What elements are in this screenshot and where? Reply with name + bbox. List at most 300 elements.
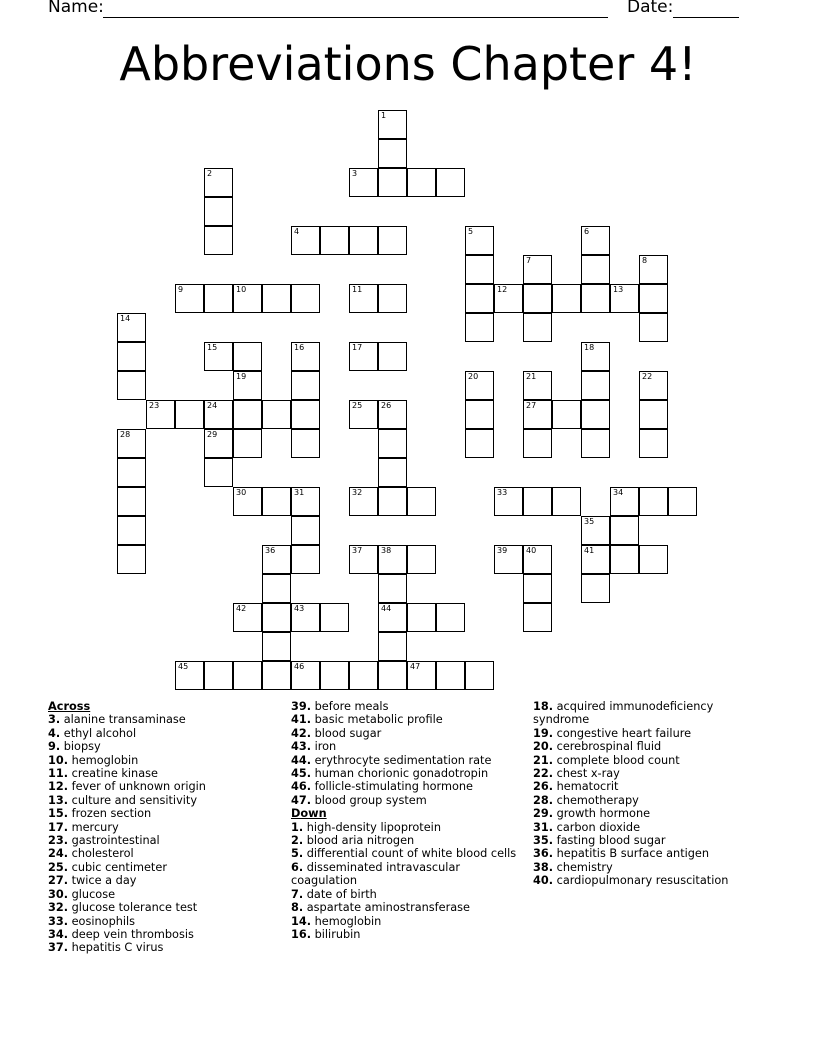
clue-text: complete blood count xyxy=(553,753,680,767)
clue-text: hepatitis B surface antigen xyxy=(553,847,710,861)
grid-cell[interactable] xyxy=(465,226,494,255)
grid-cell[interactable] xyxy=(349,487,378,516)
clue-number: 13 xyxy=(613,285,624,294)
clue-item xyxy=(48,727,278,740)
grid-cell[interactable] xyxy=(523,603,552,632)
grid-cell[interactable] xyxy=(291,342,320,371)
grid-cell[interactable] xyxy=(262,284,291,313)
clue-number-label: 26. xyxy=(533,780,554,794)
clue-number-label: 47. xyxy=(291,793,312,807)
grid-cell[interactable] xyxy=(378,168,407,197)
grid-cell[interactable] xyxy=(291,429,320,458)
grid-cell[interactable] xyxy=(117,458,146,487)
clue-text: fasting blood sugar xyxy=(553,834,666,848)
grid-cell[interactable] xyxy=(204,168,233,197)
clue-item xyxy=(48,928,278,941)
clue-text: glucose tolerance test xyxy=(68,901,198,915)
grid-cell[interactable] xyxy=(378,139,407,168)
grid-cell[interactable] xyxy=(407,487,436,516)
grid-cell[interactable] xyxy=(494,284,523,313)
grid-cell[interactable] xyxy=(465,661,494,690)
grid-cell[interactable] xyxy=(204,284,233,313)
grid-cell[interactable] xyxy=(291,226,320,255)
clue-item xyxy=(291,740,521,753)
clue-text: blood group system xyxy=(311,793,427,807)
clue-number: 44 xyxy=(381,604,392,613)
clue-number-label: 4. xyxy=(48,726,61,740)
grid-cell[interactable] xyxy=(581,545,610,574)
grid-cell[interactable] xyxy=(117,429,146,458)
clue-number-label: 5. xyxy=(291,847,304,861)
grid-cell[interactable] xyxy=(204,226,233,255)
clue-text: bilirubin xyxy=(311,927,361,941)
clue-text: eosinophils xyxy=(68,914,136,928)
grid-cell[interactable] xyxy=(523,371,552,400)
clue-item xyxy=(291,713,521,726)
grid-cell[interactable] xyxy=(639,429,668,458)
grid-cell[interactable] xyxy=(378,603,407,632)
grid-cell[interactable] xyxy=(175,661,204,690)
grid-cell[interactable] xyxy=(233,371,262,400)
clue-number: 42 xyxy=(236,604,247,613)
grid-cell[interactable] xyxy=(494,487,523,516)
grid-cell[interactable] xyxy=(378,661,407,690)
clue-item xyxy=(48,874,278,887)
grid-cell[interactable] xyxy=(204,661,233,690)
page-title: Abbreviations Chapter 4! xyxy=(119,37,697,91)
clue-number-label: 41. xyxy=(291,713,312,727)
grid-cell[interactable] xyxy=(610,487,639,516)
clue-number-label: 23. xyxy=(48,834,69,848)
across-clue-list-continued xyxy=(291,700,521,807)
clue-text: alanine transaminase xyxy=(60,713,186,727)
grid-cell[interactable] xyxy=(349,400,378,429)
grid-cell[interactable] xyxy=(262,661,291,690)
grid-cell[interactable] xyxy=(639,371,668,400)
clue-text: hemoglobin xyxy=(311,914,382,928)
grid-cell[interactable] xyxy=(233,661,262,690)
clue-item xyxy=(533,767,768,780)
clue-text: growth hormone xyxy=(553,807,651,821)
grid-cell[interactable] xyxy=(291,487,320,516)
grid-cell[interactable] xyxy=(349,226,378,255)
clue-number-label: 10. xyxy=(48,753,69,767)
clue-number-label: 3. xyxy=(48,713,61,727)
clue-text: aspartate aminostransferase xyxy=(303,901,471,915)
clue-number-label: 30. xyxy=(48,887,69,901)
grid-cell[interactable] xyxy=(610,516,639,545)
clue-item xyxy=(48,754,278,767)
clue-text: basic metabolic profile xyxy=(311,713,443,727)
grid-cell[interactable] xyxy=(117,545,146,574)
clue-number-label: 42. xyxy=(291,726,312,740)
clue-item xyxy=(533,754,768,767)
clue-number-label: 14. xyxy=(291,914,312,928)
grid-cell[interactable] xyxy=(465,313,494,342)
clue-number-label: 17. xyxy=(48,820,69,834)
grid-cell[interactable] xyxy=(523,545,552,574)
grid-cell[interactable] xyxy=(523,574,552,603)
grid-cell[interactable] xyxy=(204,458,233,487)
clue-number: 34 xyxy=(613,488,624,497)
clue-item xyxy=(291,915,521,928)
clue-number: 1 xyxy=(381,111,387,120)
clue-item xyxy=(291,901,521,914)
grid-cell[interactable] xyxy=(349,342,378,371)
clue-text: chemistry xyxy=(553,860,613,874)
grid-cell[interactable] xyxy=(262,400,291,429)
grid-cell[interactable] xyxy=(117,516,146,545)
grid-cell[interactable] xyxy=(233,487,262,516)
grid-cell[interactable] xyxy=(378,400,407,429)
grid-cell[interactable] xyxy=(465,400,494,429)
grid-cell[interactable] xyxy=(610,545,639,574)
grid-cell[interactable] xyxy=(436,603,465,632)
clue-number: 12 xyxy=(497,285,508,294)
clue-item xyxy=(48,847,278,860)
clue-number-label: 18. xyxy=(533,700,554,713)
clue-item xyxy=(48,888,278,901)
clue-number: 5 xyxy=(468,227,474,236)
clue-number: 23 xyxy=(149,401,160,410)
clues-column-1 xyxy=(48,700,278,955)
grid-cell[interactable] xyxy=(436,661,465,690)
clue-number: 33 xyxy=(497,488,508,497)
clue-text: congestive heart failure xyxy=(553,726,692,740)
grid-cell[interactable] xyxy=(117,487,146,516)
grid-cell[interactable] xyxy=(117,371,146,400)
grid-cell[interactable] xyxy=(581,429,610,458)
clue-item xyxy=(291,780,521,793)
clue-number: 30 xyxy=(236,488,247,497)
grid-cell[interactable] xyxy=(639,487,668,516)
grid-cell[interactable] xyxy=(175,400,204,429)
clues-column-3 xyxy=(533,700,768,888)
grid-cell[interactable] xyxy=(668,487,697,516)
grid-cell[interactable] xyxy=(378,110,407,139)
grid-cell[interactable] xyxy=(552,284,581,313)
clue-number-label: 37. xyxy=(48,941,69,955)
clue-number: 35 xyxy=(584,517,595,526)
clue-text: erythrocyte sedimentation rate xyxy=(311,753,492,767)
grid-cell[interactable] xyxy=(552,487,581,516)
clue-number-label: 25. xyxy=(48,860,69,874)
clue-number: 25 xyxy=(352,401,363,410)
grid-cell[interactable] xyxy=(204,429,233,458)
clue-text: hematocrit xyxy=(553,780,619,794)
clue-number: 3 xyxy=(352,169,358,178)
grid-cell[interactable] xyxy=(523,429,552,458)
clue-number: 7 xyxy=(526,256,532,265)
clue-item xyxy=(291,861,521,888)
grid-cell[interactable] xyxy=(494,545,523,574)
grid-cell[interactable] xyxy=(378,284,407,313)
clue-item xyxy=(48,794,278,807)
clue-number: 45 xyxy=(178,662,189,671)
clue-number: 21 xyxy=(526,372,537,381)
clue-item xyxy=(533,740,768,753)
clue-number-label: 35. xyxy=(533,834,554,848)
down-heading: Down xyxy=(291,807,327,821)
grid-cell[interactable] xyxy=(233,400,262,429)
clue-number-label: 1. xyxy=(291,820,304,834)
clue-item xyxy=(291,794,521,807)
clue-item xyxy=(533,700,768,727)
clue-text: deep vein thrombosis xyxy=(68,927,194,941)
date-label: Date: xyxy=(627,0,674,17)
clue-text: mercury xyxy=(68,820,119,834)
clue-item xyxy=(291,821,521,834)
grid-cell[interactable] xyxy=(639,313,668,342)
grid-cell[interactable] xyxy=(262,632,291,661)
grid-cell[interactable] xyxy=(523,487,552,516)
across-heading: Across xyxy=(48,700,91,713)
clue-item xyxy=(291,847,521,860)
grid-cell[interactable] xyxy=(407,661,436,690)
clue-text: blood aria nitrogen xyxy=(303,834,415,848)
clue-number: 29 xyxy=(207,430,218,439)
grid-cell[interactable] xyxy=(639,255,668,284)
clue-item xyxy=(291,767,521,780)
clue-item xyxy=(48,941,278,954)
clue-item xyxy=(48,821,278,834)
grid-cell[interactable] xyxy=(378,574,407,603)
clue-number-label: 31. xyxy=(533,820,554,834)
grid-cell[interactable] xyxy=(610,284,639,313)
clue-number: 31 xyxy=(294,488,305,497)
clue-text: culture and sensitivity xyxy=(68,793,198,807)
clue-number: 28 xyxy=(120,430,131,439)
clue-number: 27 xyxy=(526,401,537,410)
clue-text: fever of unknown origin xyxy=(68,780,206,794)
down-clue-list-continued xyxy=(533,700,768,888)
clue-text: cubic centimeter xyxy=(68,860,167,874)
clue-number-label: 27. xyxy=(48,874,69,888)
grid-cell[interactable] xyxy=(378,342,407,371)
clue-item xyxy=(533,861,768,874)
clue-item xyxy=(48,713,278,726)
grid-cell[interactable] xyxy=(117,342,146,371)
grid-cell[interactable] xyxy=(581,371,610,400)
grid-cell[interactable] xyxy=(320,603,349,632)
grid-cell[interactable] xyxy=(262,487,291,516)
grid-cell[interactable] xyxy=(262,603,291,632)
grid-cell[interactable] xyxy=(581,400,610,429)
clue-number-label: 6. xyxy=(291,860,304,874)
grid-cell[interactable] xyxy=(233,429,262,458)
grid-cell[interactable] xyxy=(378,545,407,574)
grid-cell[interactable] xyxy=(378,226,407,255)
clue-text: twice a day xyxy=(68,874,137,888)
clue-text: blood sugar xyxy=(311,726,382,740)
grid-cell[interactable] xyxy=(581,284,610,313)
clue-number-label: 45. xyxy=(291,767,312,781)
clue-text: chemotherapy xyxy=(553,793,639,807)
clue-number-label: 39. xyxy=(291,700,312,713)
grid-cell[interactable] xyxy=(523,255,552,284)
clue-number-label: 8. xyxy=(291,901,304,915)
grid-cell[interactable] xyxy=(581,226,610,255)
clue-item xyxy=(533,807,768,820)
clue-text: iron xyxy=(311,740,337,754)
clue-number-label: 2. xyxy=(291,834,304,848)
grid-cell[interactable] xyxy=(291,661,320,690)
grid-cell[interactable] xyxy=(378,632,407,661)
grid-cell[interactable] xyxy=(291,603,320,632)
grid-cell[interactable] xyxy=(378,429,407,458)
clue-number: 6 xyxy=(584,227,590,236)
clue-item xyxy=(291,727,521,740)
grid-cell[interactable] xyxy=(407,545,436,574)
clue-number: 17 xyxy=(352,343,363,352)
clue-item xyxy=(291,834,521,847)
clue-text: gastrointestinal xyxy=(68,834,160,848)
grid-cell[interactable] xyxy=(378,487,407,516)
grid-cell[interactable] xyxy=(552,400,581,429)
clue-number: 37 xyxy=(352,546,363,555)
grid-cell[interactable] xyxy=(291,516,320,545)
grid-cell[interactable] xyxy=(262,545,291,574)
clue-text: hemoglobin xyxy=(68,753,139,767)
clue-number: 41 xyxy=(584,546,595,555)
clue-text: ethyl alcohol xyxy=(60,726,137,740)
clue-number-label: 29. xyxy=(533,807,554,821)
clue-number-label: 24. xyxy=(48,847,69,861)
grid-cell[interactable] xyxy=(465,284,494,313)
clue-text: follicle-stimulating hormone xyxy=(311,780,474,794)
clue-number-label: 19. xyxy=(533,726,554,740)
clue-item xyxy=(533,780,768,793)
clue-number-label: 11. xyxy=(48,767,69,781)
grid-cell[interactable] xyxy=(291,284,320,313)
grid-cell[interactable] xyxy=(581,342,610,371)
clue-number: 14 xyxy=(120,314,131,323)
grid-cell[interactable] xyxy=(523,313,552,342)
grid-cell[interactable] xyxy=(233,603,262,632)
clue-number: 4 xyxy=(294,227,300,236)
grid-cell[interactable] xyxy=(117,313,146,342)
clue-item xyxy=(48,767,278,780)
clue-text: glucose xyxy=(68,887,116,901)
clue-number: 39 xyxy=(497,546,508,555)
clue-number: 36 xyxy=(265,546,276,555)
grid-cell[interactable] xyxy=(523,400,552,429)
grid-cell[interactable] xyxy=(523,284,552,313)
grid-cell[interactable] xyxy=(291,545,320,574)
clue-number-label: 34. xyxy=(48,927,69,941)
clue-number-label: 32. xyxy=(48,901,69,915)
clue-number: 38 xyxy=(381,546,392,555)
clue-text: hepatitis C virus xyxy=(68,941,164,955)
clue-item xyxy=(533,727,768,740)
clue-number-label: 15. xyxy=(48,807,69,821)
clue-number-label: 16. xyxy=(291,927,312,941)
grid-cell[interactable] xyxy=(639,545,668,574)
clue-item xyxy=(48,740,278,753)
grid-cell[interactable] xyxy=(175,284,204,313)
grid-cell[interactable] xyxy=(233,284,262,313)
grid-cell[interactable] xyxy=(407,168,436,197)
clue-text: differential count of white blood cells xyxy=(303,847,517,861)
clue-item xyxy=(48,861,278,874)
clue-number-label: 22. xyxy=(533,767,554,781)
clue-text: before meals xyxy=(311,700,389,713)
grid-cell[interactable] xyxy=(204,342,233,371)
grid-cell[interactable] xyxy=(349,545,378,574)
clue-item xyxy=(291,700,521,713)
clue-number: 8 xyxy=(642,256,648,265)
grid-cell[interactable] xyxy=(639,284,668,313)
clue-number: 9 xyxy=(178,285,184,294)
grid-cell[interactable] xyxy=(581,574,610,603)
clue-number: 18 xyxy=(584,343,595,352)
clue-number: 22 xyxy=(642,372,653,381)
grid-cell[interactable] xyxy=(291,400,320,429)
clue-number-label: 21. xyxy=(533,753,554,767)
grid-cell[interactable] xyxy=(233,342,262,371)
grid-cell[interactable] xyxy=(349,284,378,313)
across-clue-list xyxy=(48,713,278,954)
clue-number: 26 xyxy=(381,401,392,410)
clue-number-label: 9. xyxy=(48,740,61,754)
clue-number: 15 xyxy=(207,343,218,352)
clue-number-label: 36. xyxy=(533,847,554,861)
grid-cell[interactable] xyxy=(378,458,407,487)
clue-item xyxy=(291,888,521,901)
grid-cell[interactable] xyxy=(436,168,465,197)
clue-text: acquired immunodeficiency syndrome xyxy=(533,700,714,727)
clue-number-label: 33. xyxy=(48,914,69,928)
grid-cell[interactable] xyxy=(407,603,436,632)
grid-cell[interactable] xyxy=(465,429,494,458)
clue-item xyxy=(48,807,278,820)
grid-cell[interactable] xyxy=(349,661,378,690)
grid-cell[interactable] xyxy=(320,226,349,255)
clue-number-label: 20. xyxy=(533,740,554,754)
grid-cell[interactable] xyxy=(465,255,494,284)
grid-cell[interactable] xyxy=(639,400,668,429)
clue-item xyxy=(533,847,768,860)
clue-item xyxy=(533,834,768,847)
clue-number-label: 46. xyxy=(291,780,312,794)
clue-text: high-density lipoprotein xyxy=(303,820,441,834)
clue-text: cardiopulmonary resuscitation xyxy=(553,874,729,888)
grid-cell[interactable] xyxy=(320,661,349,690)
clue-item xyxy=(533,794,768,807)
grid-cell[interactable] xyxy=(262,574,291,603)
clue-number-label: 7. xyxy=(291,887,304,901)
clue-number-label: 28. xyxy=(533,793,554,807)
name-label: Name: xyxy=(48,0,104,17)
clue-number-label: 44. xyxy=(291,753,312,767)
grid-cell[interactable] xyxy=(204,197,233,226)
clue-number-label: 43. xyxy=(291,740,312,754)
grid-cell[interactable] xyxy=(204,400,233,429)
grid-cell[interactable] xyxy=(146,400,175,429)
clue-item xyxy=(48,915,278,928)
clue-text: human chorionic gonadotropin xyxy=(311,767,489,781)
grid-cell[interactable] xyxy=(349,168,378,197)
clue-item xyxy=(533,821,768,834)
grid-cell[interactable] xyxy=(465,371,494,400)
grid-cell[interactable] xyxy=(291,371,320,400)
clue-number: 40 xyxy=(526,546,537,555)
clue-number: 19 xyxy=(236,372,247,381)
grid-cell[interactable] xyxy=(581,516,610,545)
clue-number-label: 12. xyxy=(48,780,69,794)
clue-item xyxy=(48,834,278,847)
grid-cell[interactable] xyxy=(581,255,610,284)
